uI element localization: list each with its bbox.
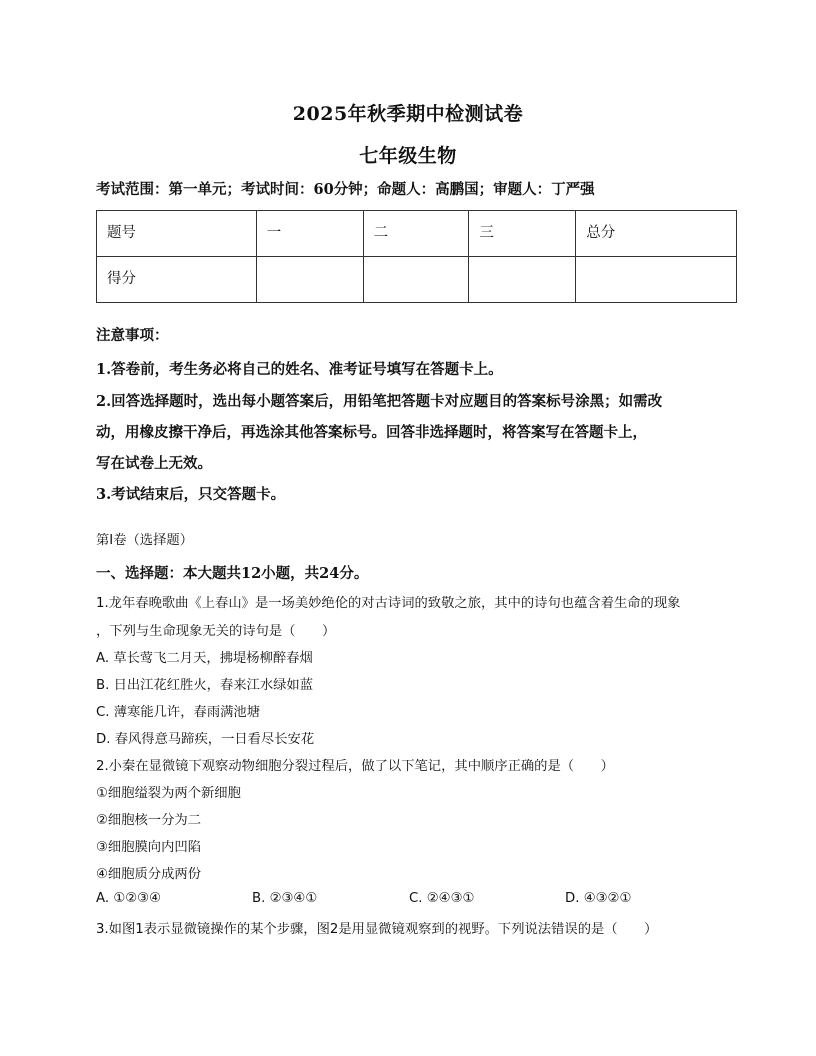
score-header-cell: 三 <box>469 211 576 257</box>
exam-title: 2025年秋季期中检测试卷 <box>292 103 524 125</box>
question-2-step-1: ①细胞缢裂为两个新细胞 <box>96 786 241 801</box>
exam-subtitle: 七年级生物 <box>359 145 457 167</box>
notice-item-2-line-3: 写在试卷上无效。 <box>96 455 212 472</box>
score-table-score-row <box>97 257 737 303</box>
question-2-option-d: D. ④③②① <box>565 891 632 906</box>
score-header-cell: 一 <box>256 211 363 257</box>
score-table-header-row <box>97 211 737 257</box>
score-cell[interactable] <box>576 257 737 303</box>
score-table <box>96 210 737 303</box>
question-2-step-2: ②细胞核一分为二 <box>96 813 201 828</box>
question-1-stem-line-2: ，下列与生命现象无关的诗句是（ ） <box>96 624 336 639</box>
question-1-option-d: D. 春风得意马蹄疾，一日看尽长安花 <box>96 732 315 747</box>
question-2-step-3: ③细胞膜向内凹陷 <box>96 840 201 855</box>
score-header-cell: 总分 <box>576 211 737 257</box>
question-3-stem: 3.如图1表示显微镜操作的某个步骤，图2是用显微镜观察到的视野。下列说法错误的是（ ） <box>96 922 658 937</box>
question-2-option-b: B. ②③④① <box>252 891 318 906</box>
score-header-cell: 二 <box>363 211 469 257</box>
notice-item-3: 3.考试结束后，只交答题卡。 <box>96 486 286 503</box>
score-cell[interactable] <box>469 257 576 303</box>
notice-item-1: 1.答卷前，考生务必将自己的姓名、准考证号填写在答题卡上。 <box>96 361 503 378</box>
score-row-label: 得分 <box>97 257 257 303</box>
score-cell[interactable] <box>363 257 469 303</box>
score-cell[interactable] <box>256 257 363 303</box>
score-header-cell: 题号 <box>97 211 257 257</box>
question-1-option-b: B. 日出江花红胜火，春来江水绿如蓝 <box>96 678 314 693</box>
exam-info: 考试范围：第一单元；考试时间：60分钟；命题人：高鹏国；审题人：丁严强 <box>96 181 595 198</box>
question-1-option-a: A. 草长莺飞二月天，拂堤杨柳醉春烟 <box>96 651 313 666</box>
question-1-stem-line-1: 1.龙年春晚歌曲《上春山》是一场美妙绝伦的对古诗词的致敬之旅，其中的诗句也蕴含着生命的现象 <box>96 596 681 611</box>
notice-heading: 注意事项： <box>96 327 169 344</box>
question-1-option-c: C. 薄寒能几许，春雨满池塘 <box>96 705 261 720</box>
question-2-option-a: A. ①②③④ <box>96 891 161 906</box>
section-heading: 一、选择题：本大题共12小题，共24分。 <box>96 565 369 582</box>
question-2-step-4: ④细胞质分成两份 <box>96 867 201 882</box>
notice-item-2-line-1: 2.回答选择题时，选出每小题答案后，用铅笔把答题卡对应题目的答案标号涂黑；如需改 <box>96 393 663 410</box>
notice-item-2-line-2: 动，用橡皮擦干净后，再选涂其他答案标号。回答非选择题时，将答案写在答题卡上， <box>96 424 647 441</box>
question-2-stem: 2.小秦在显微镜下观察动物细胞分裂过程后，做了以下笔记，其中顺序正确的是（ ） <box>96 759 614 774</box>
question-2-option-c: C. ②④③① <box>409 891 475 906</box>
volume-label: 第Ⅰ卷（选择题） <box>96 533 193 548</box>
